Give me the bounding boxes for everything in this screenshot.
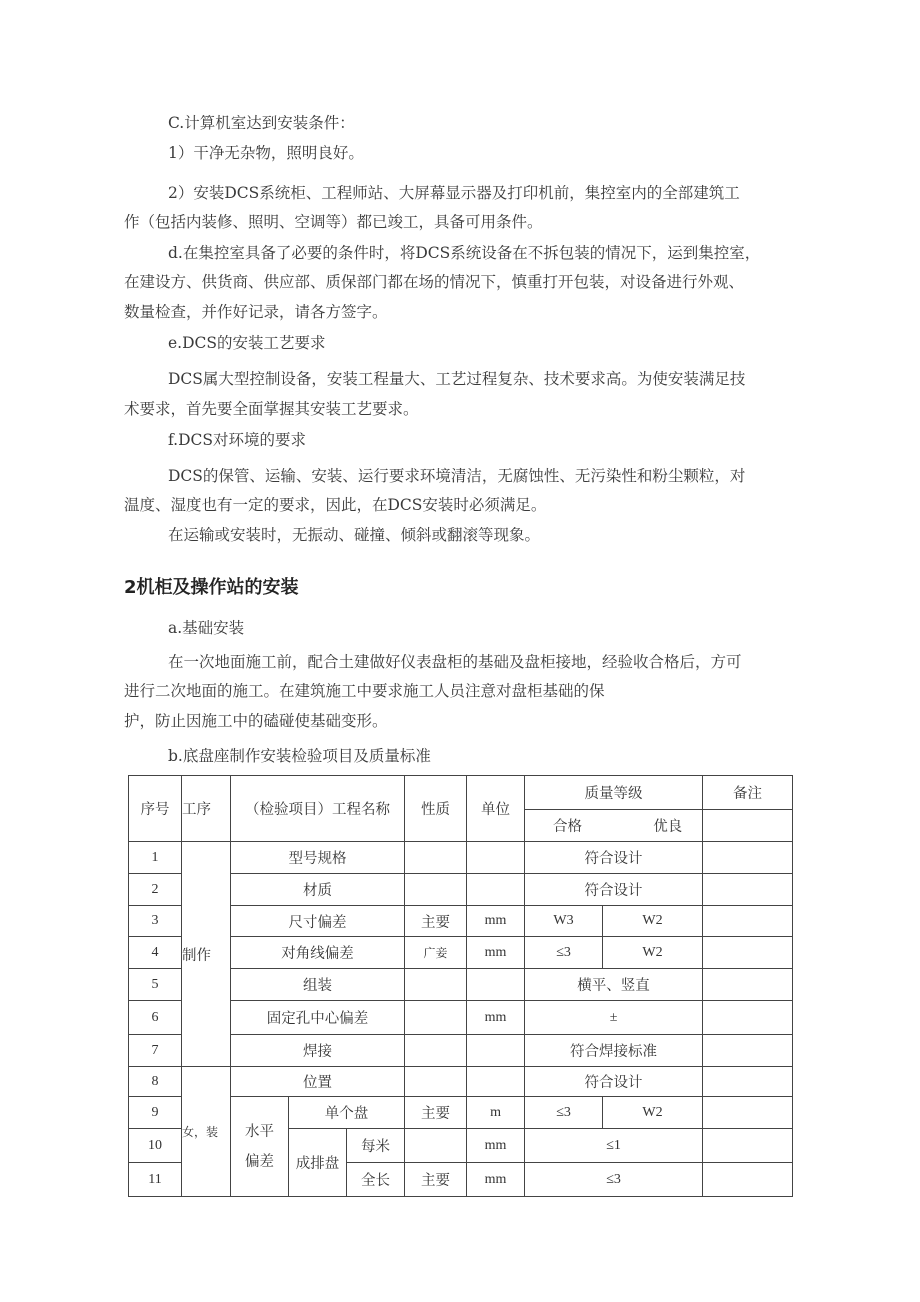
para-e-line1: DCS属大型控制设备，安装工程量大、工艺过程复杂、技术要求高。为使安装满足技 bbox=[168, 370, 746, 388]
cell-name: 固定孔中心偏差 bbox=[231, 1001, 405, 1035]
cell-nature: 广妾 bbox=[405, 937, 467, 969]
header-row-1 bbox=[129, 776, 793, 810]
header-pass-good bbox=[525, 810, 703, 842]
header-remark-empty bbox=[703, 810, 793, 842]
cell-remark bbox=[703, 1001, 793, 1035]
cell-nature bbox=[405, 842, 467, 874]
cell-remark bbox=[703, 842, 793, 874]
cell-name: 位置 bbox=[231, 1067, 405, 1097]
level-label: 水平 bbox=[245, 1123, 274, 1140]
deviation-label: 偏差 bbox=[245, 1153, 274, 1170]
cell-unit: mm bbox=[467, 937, 525, 969]
cell-standard: 符合焊接标准 bbox=[525, 1035, 703, 1067]
cell-unit: mm bbox=[467, 1001, 525, 1035]
cell-seq: 6 bbox=[129, 1001, 182, 1035]
cell-name: 尺寸偏差 bbox=[231, 906, 405, 937]
para-c-title: C.计算机室达到安装条件： bbox=[168, 114, 355, 132]
header-item: （检验项目）工程名称 bbox=[231, 776, 405, 842]
header-pass: 合格 bbox=[553, 819, 583, 835]
para-d-line2: 在建设方、供货商、供应部、质保部门都在场的情况下，慎重打开包装，对设备进行外观、 bbox=[124, 273, 745, 291]
cell-seq: 10 bbox=[129, 1129, 182, 1163]
cell-pass: ≤3 bbox=[525, 937, 603, 969]
cell-unit bbox=[467, 1067, 525, 1097]
para-a-title: a.基础安装 bbox=[168, 619, 245, 637]
para-a-line3: 护，防止因施工中的磕碰使基础变形。 bbox=[124, 712, 388, 730]
cell-standard: ± bbox=[525, 1001, 703, 1035]
header-unit: 单位 bbox=[467, 776, 525, 842]
cell-nature bbox=[405, 1067, 467, 1097]
cell-standard: 符合设计 bbox=[525, 842, 703, 874]
cell-nature: 主要 bbox=[405, 1097, 467, 1129]
cell-unit bbox=[467, 874, 525, 906]
cell-pass: ≤3 bbox=[525, 1097, 603, 1129]
para-a-line1: 在一次地面施工前，配合土建做好仪表盘柜的基础及盘柜接地，经验收合格后，方可 bbox=[168, 653, 742, 671]
para-d-line3: 数量检查，并作好记录，请各方签字。 bbox=[124, 303, 388, 321]
para-f-title: f.DCS对环境的要求 bbox=[168, 431, 307, 449]
cell-seq: 4 bbox=[129, 937, 182, 969]
cell-name: 组装 bbox=[231, 969, 405, 1001]
cell-seq: 2 bbox=[129, 874, 182, 906]
header-quality: 质量等级 bbox=[525, 776, 703, 810]
cell-unit bbox=[467, 842, 525, 874]
para-d-line1: d.在集控室具备了必要的条件时，将DCS系统设备在不拆包装的情况下，运到集控室， bbox=[168, 244, 761, 262]
cell-seq: 3 bbox=[129, 906, 182, 937]
header-good: 优良 bbox=[653, 819, 683, 835]
para-b-title: b.底盘座制作安装检验项目及质量标准 bbox=[168, 747, 431, 765]
cell-name: 焊接 bbox=[231, 1035, 405, 1067]
header-seq: 序号 bbox=[129, 776, 182, 842]
cell-standard: 横平、竖直 bbox=[525, 969, 703, 1001]
cell-row-group: 成排盘 bbox=[289, 1129, 347, 1197]
para-f-line2: 温度、湿度也有一定的要求，因此，在DCS安装时必须满足。 bbox=[124, 496, 547, 514]
cell-seq: 5 bbox=[129, 969, 182, 1001]
header-nature: 性质 bbox=[405, 776, 467, 842]
cell-good: W2 bbox=[603, 937, 703, 969]
table-row bbox=[129, 842, 793, 874]
cell-name: 材质 bbox=[231, 874, 405, 906]
para-e-title: e.DCS的安装工艺要求 bbox=[168, 334, 326, 352]
cell-nature: 主要 bbox=[405, 906, 467, 937]
cell-name: 全长 bbox=[347, 1163, 405, 1197]
para-c2-line2: 作（包括内装修、照明、空调等）都已竣工，具备可用条件。 bbox=[124, 213, 543, 231]
cell-standard: 符合设计 bbox=[525, 874, 703, 906]
cell-nature bbox=[405, 874, 467, 906]
cell-nature: 主要 bbox=[405, 1163, 467, 1197]
cell-standard: ≤1 bbox=[525, 1129, 703, 1163]
cell-remark bbox=[703, 937, 793, 969]
cell-unit: mm bbox=[467, 1129, 525, 1163]
header-remark: 备注 bbox=[703, 776, 793, 810]
cell-unit: mm bbox=[467, 1163, 525, 1197]
cell-standard: 符合设计 bbox=[525, 1067, 703, 1097]
cell-remark bbox=[703, 906, 793, 937]
cell-remark bbox=[703, 1129, 793, 1163]
cell-seq: 9 bbox=[129, 1097, 182, 1129]
cell-pass: W3 bbox=[525, 906, 603, 937]
cell-nature bbox=[405, 1001, 467, 1035]
cell-good: W2 bbox=[603, 1097, 703, 1129]
cell-standard: ≤3 bbox=[525, 1163, 703, 1197]
cell-remark bbox=[703, 1163, 793, 1197]
quality-standard-table bbox=[128, 775, 793, 1197]
cell-remark bbox=[703, 1097, 793, 1129]
cell-nature bbox=[405, 1035, 467, 1067]
cell-remark bbox=[703, 1035, 793, 1067]
cell-name: 型号规格 bbox=[231, 842, 405, 874]
cell-seq: 8 bbox=[129, 1067, 182, 1097]
cell-seq: 1 bbox=[129, 842, 182, 874]
cell-unit: mm bbox=[467, 906, 525, 937]
table-row bbox=[129, 1067, 793, 1097]
cell-remark bbox=[703, 1067, 793, 1097]
cell-nature bbox=[405, 969, 467, 1001]
para-f-line1: DCS的保管、运输、安装、运行要求环境清洁，无腐蚀性、无污染性和粉尘颗粒，对 bbox=[168, 467, 746, 485]
section-2-heading: 2机柜及操作站的安装 bbox=[124, 577, 299, 598]
cell-unit bbox=[467, 969, 525, 1001]
header-process: 工序 bbox=[182, 776, 231, 842]
cell-seq: 11 bbox=[129, 1163, 182, 1197]
cell-nature bbox=[405, 1129, 467, 1163]
cell-unit: m bbox=[467, 1097, 525, 1129]
cell-seq: 7 bbox=[129, 1035, 182, 1067]
para-c2-line1: 2）安装DCS系统柜、工程师站、大屏幕显示器及打印机前，集控室内的全部建筑工 bbox=[168, 184, 740, 202]
cell-name: 单个盘 bbox=[289, 1097, 405, 1129]
cell-level-deviation bbox=[231, 1097, 289, 1197]
cell-name: 对角线偏差 bbox=[231, 937, 405, 969]
cell-good: W2 bbox=[603, 906, 703, 937]
para-a-line2: 进行二次地面的施工。在建筑施工中要求施工人员注意对盘柜基础的保 bbox=[124, 682, 605, 700]
cell-unit bbox=[467, 1035, 525, 1067]
para-f-line3: 在运输或安装时，无振动、碰撞、倾斜或翻滚等现象。 bbox=[168, 526, 541, 544]
cell-remark bbox=[703, 969, 793, 1001]
cell-group-make: 制作 bbox=[182, 842, 231, 1067]
cell-name: 每米 bbox=[347, 1129, 405, 1163]
para-e-line2: 术要求，首先要全面掌握其安装工艺要求。 bbox=[124, 400, 419, 418]
para-c1: 1）干净无杂物，照明良好。 bbox=[168, 144, 364, 162]
cell-group-install: 女，装 bbox=[182, 1067, 231, 1197]
cell-remark bbox=[703, 874, 793, 906]
